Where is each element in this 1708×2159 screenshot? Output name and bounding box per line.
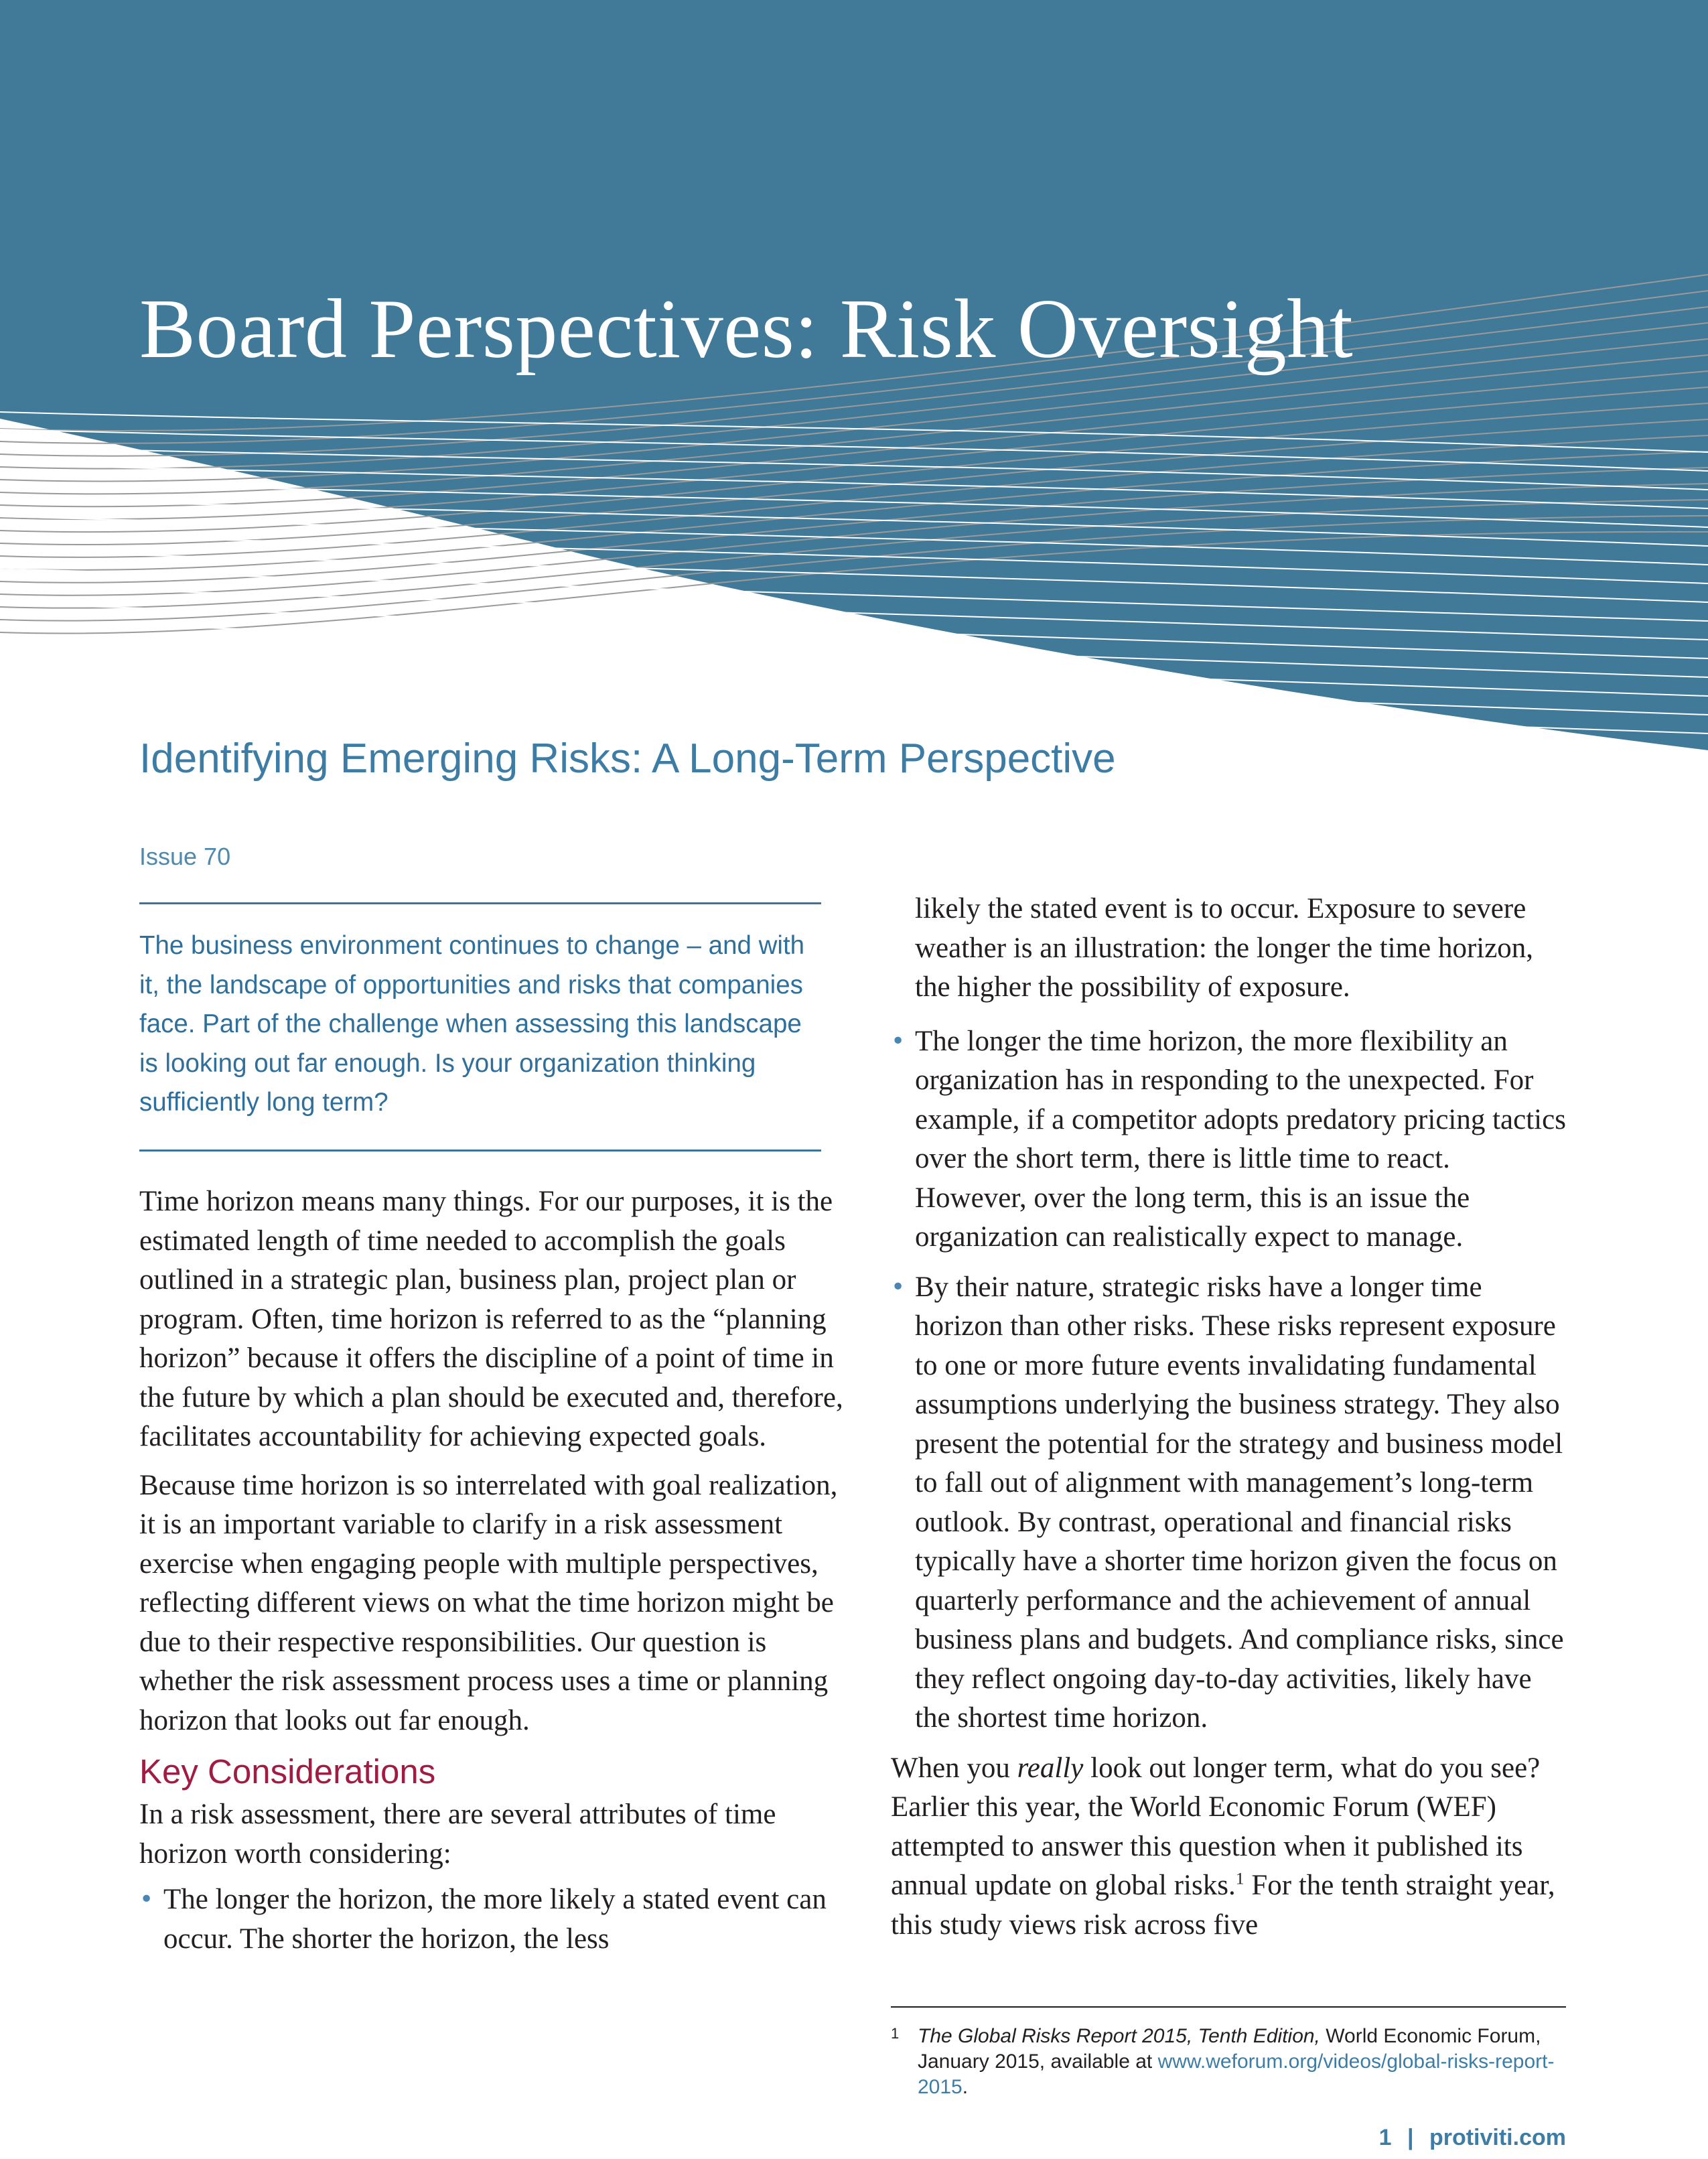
footnote-reference[interactable]: 1 xyxy=(1235,1868,1244,1888)
list-item-text: The longer the horizon, the more likely a stated event can occur. The shorter the horizon, the less xyxy=(163,1884,827,1955)
text-run: World Economic Forum, January 2015, available at xyxy=(918,2025,1541,2073)
list-item-continuation: likely the stated event is to occur. Exposure to severe weather is an illustration: the longer the time horizon, the higher the possibility of exposure. xyxy=(915,893,1534,1003)
text-run: look out longer term, what do you see? Earlier this year, the World Economic Forum (WEF) attempted to answer this question when it published its annual update on global risks. xyxy=(891,1752,1541,1901)
list-item xyxy=(139,1880,849,1959)
footnote-link[interactable]: www.weforum.org/videos/global-risks-report-2015 xyxy=(918,2050,1555,2098)
body-paragraph: In a risk assessment, there are several attributes of time horizon worth considering: xyxy=(139,1799,776,1870)
text-run: For the tenth straight year, this study views risk across five xyxy=(891,1870,1555,1941)
considerations-list-continued xyxy=(891,1022,1567,1738)
page-title: Board Perspectives: Risk Oversight xyxy=(139,283,1354,376)
right-column xyxy=(891,890,1567,1945)
body-paragraph: Because time horizon is so interrelated with goal realization, it is an important variable to clarify in a risk assessment exercise when engaging people with multiple perspectives, reflecting different views on what the time horizon might be due to their respective responsibilities. Our question is whether the risk assessment process uses a time or planning horizon that looks out far enough. xyxy=(139,1469,838,1736)
text-run: . xyxy=(962,2076,969,2098)
footnote-rule xyxy=(891,2006,1566,2008)
considerations-list xyxy=(139,1880,849,1959)
list-item-text: By their nature, strategic risks have a longer time horizon than other risks. These risks represent exposure to one or more future events invalidating fundamental assumptions underlying the business strategy. They also present the potential for the strategy and business model to fall out of alignment with management’s long-term outlook. By contrast, operational and financial risks typically have a shorter time horizon given the focus on quarterly performance and the achievement of annual business plans and budgets. And compliance risks, since they reflect ongoing day-to-day activities, likely have the shortest time horizon. xyxy=(915,1271,1564,1734)
list-item xyxy=(891,1022,1567,1257)
bullet-icon: • xyxy=(891,1273,906,1301)
footnote xyxy=(891,2024,1567,2100)
body-paragraph xyxy=(891,1749,1567,1945)
text-run: When you xyxy=(891,1752,1017,1784)
section-heading: Key Considerations xyxy=(139,1752,436,1791)
header-banner xyxy=(0,0,1708,764)
header-wave-graphic xyxy=(0,0,1708,764)
footnote-source-title: The Global Risks Report 2015, Tenth Edition, xyxy=(918,2025,1320,2047)
intro-top-rule xyxy=(139,902,821,904)
footer-separator: | xyxy=(1407,2125,1414,2150)
emphasis-text: really xyxy=(1017,1752,1084,1784)
footnote-text xyxy=(904,2024,1567,2100)
page-number: 1 xyxy=(1378,2125,1392,2150)
bullet-icon: • xyxy=(139,1886,154,1913)
bullet-icon: • xyxy=(891,1027,906,1055)
footer-site-link[interactable]: protiviti.com xyxy=(1429,2125,1566,2150)
issue-number: Issue 70 xyxy=(139,843,231,870)
intro-bottom-rule xyxy=(139,1150,821,1152)
list-item xyxy=(891,1268,1567,1738)
list-item-text: The longer the time horizon, the more flexibility an organization has in responding to the unexpected. For example, if a competitor adopts predatory pricing tactics over the short term, there is little time to react. However, over the long term, this is an issue the organization can realistically expect to manage. xyxy=(915,1025,1566,1253)
footnote-number: 1 xyxy=(891,2025,900,2042)
left-column xyxy=(139,1182,849,1969)
body-paragraph: Time horizon means many things. For our purposes, it is the estimated length of time needed to accomplish the goals outlined in a strategic plan, business plan, project plan or program. Often, time horizon is referred to as the “planning horizon” because it offers the discipline of a point of time in the future by which a plan should be executed and, therefore, facilitates accountability for achieving expected goals. xyxy=(139,1186,843,1452)
article-subtitle: Identifying Emerging Risks: A Long-Term Perspective xyxy=(139,736,1116,782)
intro-paragraph: The business environment continues to change – and with it, the landscape of opportunities and risks that companies face. Part of the challenge when assessing this landscape is looking out far enough. Is your organization thinking sufficiently long term? xyxy=(139,931,805,1117)
page-footer xyxy=(1379,2125,1566,2151)
